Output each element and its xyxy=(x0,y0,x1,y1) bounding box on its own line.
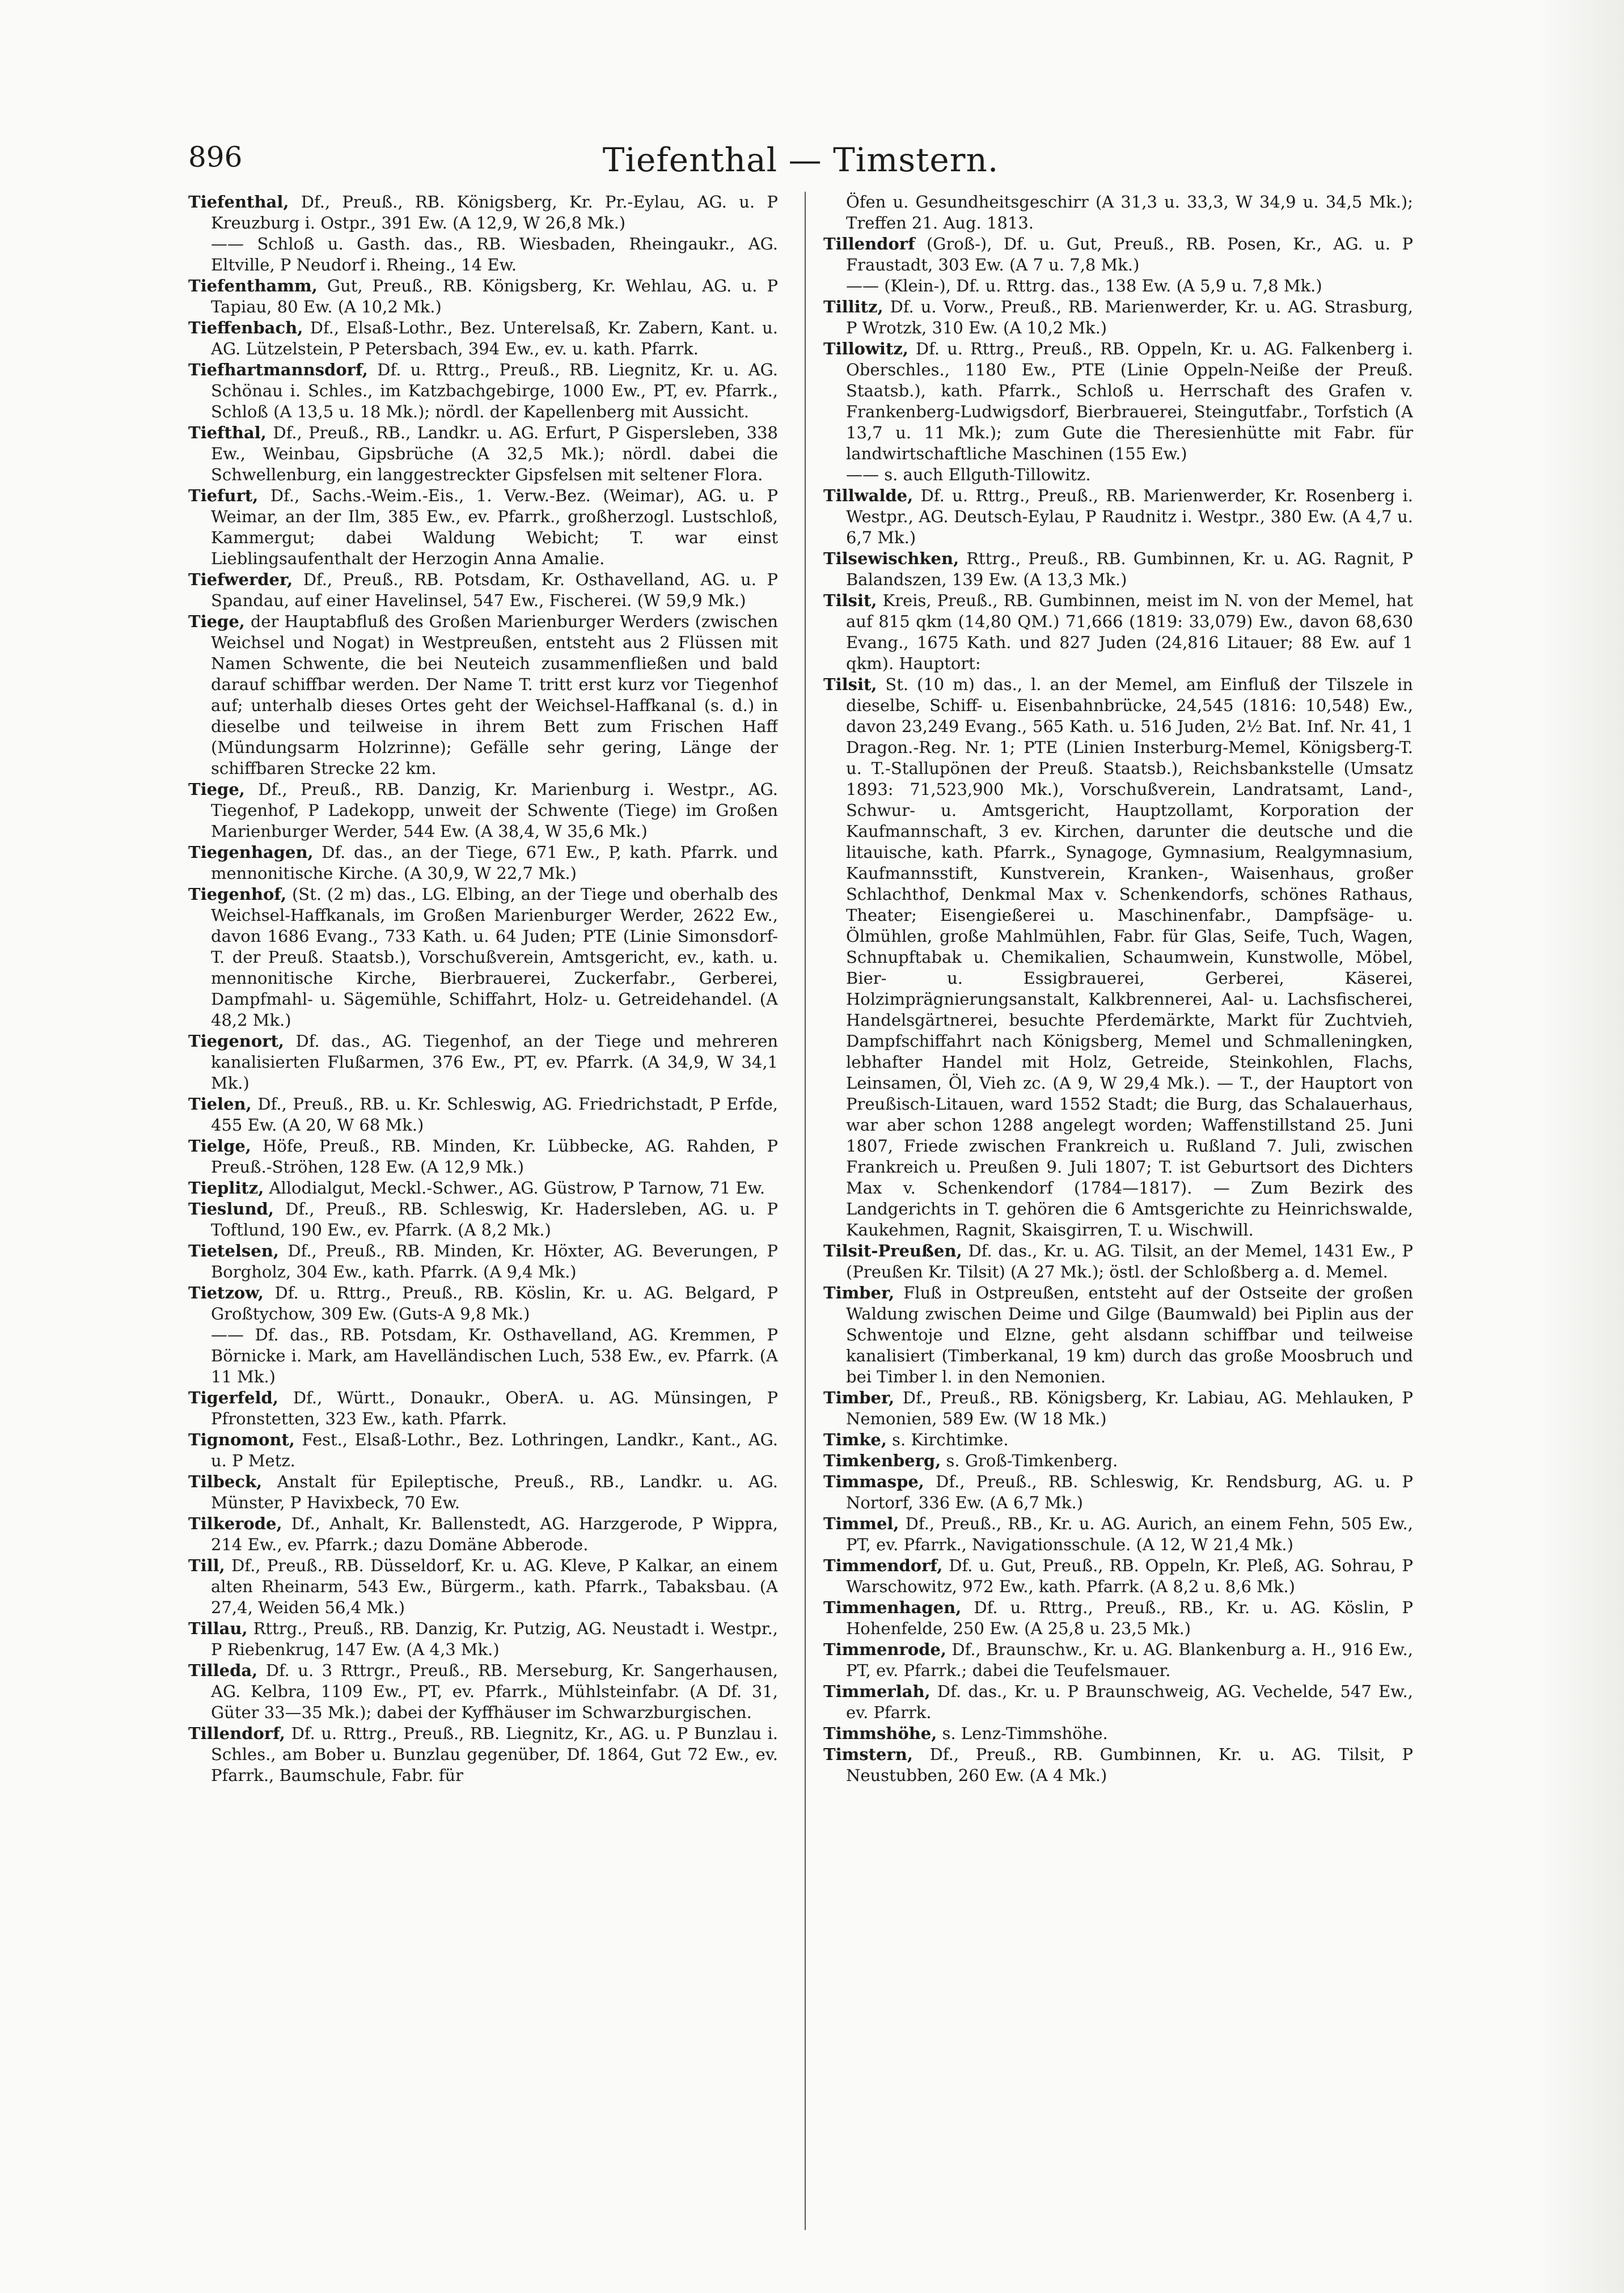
entry-text: Df., Preuß., RB. Schleswig, Kr. Rendsburg, AG. u. P Nortorf, 336 Ew. (A 6,7 Mk.) xyxy=(846,1472,1413,1512)
dictionary-entry xyxy=(188,1031,778,1094)
entry-text: Anstalt für Epileptische, Preuß., RB., Landkr. u. AG. Münster, P Havixbeck, 70 Ew. xyxy=(211,1472,778,1512)
entry-headword: Tillwalde, xyxy=(823,486,914,505)
entry-text: —— (Klein-), Df. u. Rttrg. das., 138 Ew. (A 5,9 u. 7,8 Mk.) xyxy=(846,276,1322,295)
entry-headword: Timmel, xyxy=(823,1514,899,1533)
dictionary-entry xyxy=(823,590,1413,674)
entry-headword: Tillendorf, xyxy=(188,1724,285,1743)
entry-text: St. (10 m) das., l. an der Memel, am Einfluß der Tilszele in dieselbe, Schiff- u. Eisenbahnbrücke, 24,545 (1816: 10,548) Ew., davon 23,249 Evang., 565 Kath. u. 516 Juden, 2½ Bat. Inf. Nr. 41, 1 Dragon.-Reg. Nr. 1; PTE (Linien Insterburg-Memel, Königsberg-T. u. T.-Stallupönen der Preuß. Staatsb.), Reichsbankstelle (Umsatz 1893: 71,523,900 Mk.), Vorschußverein, Landratsamt, Land-, Schwur- u. Amtsgericht, Hauptzollamt, Korporation der Kaufmannschaft, 3 ev. Kirchen, darunter die deutsche und die litauische, kath. Pfarrk., Synagoge, Gymnasium, Realgymnasium, Kaufmannsstift, Kunstverein, Kranken-, Waisenhaus, großer Schlachthof, Denkmal Max v. Schenkendorfs, schönes Rathaus, Theater; Eisengießerei u. Maschinenfabr., Dampfsäge- u. Ölmühlen, große Mahlmühlen, Fabr. für Glas, Seife, Tuch, Wagen, Schnupftabak u. Chemikalien, Schaumwein, Kunstwolle, Möbel, Bier- u. Essigbrauerei, Gerberei, Käserei, Holzimprägnierungsanstalt, Kalkbrennerei, Aal- u. Lachsfischerei, Handelsgärtnerei, besuchte Pferdemärkte, Markt für Zuchtvieh, Dampfschiffahrt nach Königsberg, Memel und Schmalleningken, lebhafter Handel mit Holz, Getreide, Steinkohlen, Flachs, Leinsamen, Öl, Vieh zc. (A 9, W 29,4 Mk.). — T., der Hauptort von Preußisch-Litauen, ward 1552 Stadt; die Burg, das Schalauerhaus, war aber schon 1288 angelegt worden; Waffenstillstand 25. Juni 1807, Friede zwischen Frankreich u. Rußland 7. Juli, zwischen Frankreich u. Preußen 9. Juli 1807; T. ist Geburtsort des Dichters Max v. Schenkendorf (1784—1817). — Zum Bezirk des Landgerichts in T. gehören die 6 Amtsgerichte zu Heinrichswalde, Kaukehmen, Ragnit, Skaisgirren, T. u. Wischwill. xyxy=(846,675,1413,1239)
dictionary-entry xyxy=(188,1429,778,1471)
entry-text: Df., Preuß., RB. Königsberg, Kr. Pr.-Eylau, AG. u. P Kreuzburg i. Ostpr., 391 Ew. (A 12,9, W 26,8 Mk.) xyxy=(211,192,778,232)
dictionary-entry xyxy=(188,1723,778,1786)
entry-headword: Tillendorf xyxy=(823,234,915,253)
dictionary-entry xyxy=(188,422,778,485)
entry-text: Df. u. Vorw., Preuß., RB. Marienwerder, Kr. u. AG. Strasburg, P Wrotzk, 310 Ew. (A 10,2 Mk.) xyxy=(846,297,1413,337)
entry-headword: Tieffenbach, xyxy=(188,318,303,337)
dictionary-entry xyxy=(188,1555,778,1618)
entry-headword: Tigerfeld, xyxy=(188,1388,278,1407)
entry-text: Df., Elsaß-Lothr., Bez. Unterelsaß, Kr. Zabern, Kant. u. AG. Lützelstein, P Petersbach, 394 Ew., ev. u. kath. Pfarrk. xyxy=(211,318,778,358)
dictionary-entry xyxy=(188,611,778,779)
dictionary-entry xyxy=(188,192,778,234)
entry-headword: Tiege, xyxy=(188,612,245,631)
dictionary-entry xyxy=(823,485,1413,548)
entry-headword: Tiegenhagen, xyxy=(188,843,314,862)
entry-headword: Tiefhartmannsdorf, xyxy=(188,360,368,379)
entry-text: Rttrg., Preuß., RB. Danzig, Kr. Putzig, AG. Neustadt i. Westpr., P Riebenkrug, 147 Ew. (A 4,3 Mk.) xyxy=(211,1619,778,1659)
entry-headword: Tilkerode, xyxy=(188,1514,282,1533)
entry-headword: Tilsewischken, xyxy=(823,549,959,568)
entry-headword: Tiefenthamm, xyxy=(188,276,318,295)
dictionary-entry xyxy=(188,1660,778,1723)
entry-text: —— s. auch Ellguth-Tillowitz. xyxy=(846,465,1091,484)
entry-text: Df. u. Rttrg., Preuß., RB., Kr. u. AG. Köslin, P Hohenfelde, 250 Ew. (A 25,8 u. 23,5 Mk.) xyxy=(846,1598,1413,1638)
entry-text: Df. das., Kr. u. AG. Tilsit, an der Memel, 1431 Ew., P (Preußen Kr. Tilsit) (A 27 Mk.); östl. der Schloßberg a. d. Memel. xyxy=(846,1241,1413,1281)
entry-headword: Tilleda, xyxy=(188,1661,258,1680)
dictionary-entry xyxy=(823,674,1413,1241)
dictionary-entry xyxy=(823,234,1413,276)
entry-headword: Tielen, xyxy=(188,1094,252,1114)
entry-headword: Till, xyxy=(188,1556,225,1575)
entry-text: Df., Preuß., RB., Kr. u. AG. Aurich, an einem Fehn, 505 Ew., PT, ev. Pfarrk., Navigationsschule. (A 12, W 21,4 Mk.) xyxy=(846,1514,1413,1554)
entry-headword: Tiefurt, xyxy=(188,486,259,505)
entry-text: Fluß in Ostpreußen, entsteht auf der Ostseite der großen Waldung zwischen Deime und Gilge (Baumwald) bei Piplin aus der Schwentoje und Elzne, geht alsdann schiffbar und teilweise kanalisiert (Timberkanal, 19 km) durch das große Moosbruch und bei Timber l. in den Nemonien. xyxy=(846,1283,1413,1386)
entry-text: Df. das., Kr. u. P Braunschweig, AG. Vechelde, 547 Ew., ev. Pfarrk. xyxy=(846,1682,1413,1722)
entry-text: Df. u. Rttrg., Preuß., RB. Liegnitz, Kr., AG. u. P Bunzlau i. Schles., am Bober u. Bunzlau gegenüber, Df. 1864, Gut 72 Ew., ev. Pfarrk., Baumschule, Fabr. für xyxy=(211,1724,778,1785)
dictionary-entry xyxy=(823,1723,1413,1744)
entry-headword: Tignomont, xyxy=(188,1430,295,1449)
dictionary-entry xyxy=(823,192,1413,234)
entry-headword: Tilsit-Preußen, xyxy=(823,1241,962,1260)
entry-text: Allodialgut, Meckl.-Schwer., AG. Güstrow, P Tarnow, 71 Ew. xyxy=(264,1178,766,1198)
entry-text: Df., Preuß., RB. Königsberg, Kr. Labiau, AG. Mehlauken, P Nemonien, 589 Ew. (W 18 Mk.) xyxy=(846,1388,1413,1428)
dictionary-entry xyxy=(188,1199,778,1241)
dictionary-entry xyxy=(188,1618,778,1660)
dictionary-entry xyxy=(823,548,1413,590)
entry-headword: Timmendorf, xyxy=(823,1556,943,1575)
entry-headword: Tillitz, xyxy=(823,297,883,316)
entry-headword: Timkenberg, xyxy=(823,1451,941,1470)
entry-text: (St. (2 m) das., LG. Elbing, an der Tiege und oberhalb des Weichsel-Haffkanals, im Großen Marienburger Werder, 2622 Ew., davon 1686 Evang., 733 Kath. u. 64 Juden; PTE (Linie Simonsdorf-T. der Preuß. Staatsb.), Vorschußverein, Amtsgericht, ev., kath. u. mennonitische Kirche, Bierbrauerei, Zuckerfabr., Gerberei, Dampfmahl- u. Sägemühle, Schiffahrt, Holz- u. Getreidehandel. (A 48,2 Mk.) xyxy=(211,885,778,1030)
entry-text: Rttrg., Preuß., RB. Gumbinnen, Kr. u. AG. Ragnit, P Balandszen, 139 Ew. (A 13,3 Mk.) xyxy=(846,549,1413,589)
entry-headword: Tiefthal, xyxy=(188,423,267,442)
dictionary-entry xyxy=(188,318,778,359)
dictionary-entry xyxy=(188,1513,778,1555)
entry-headword: Tietelsen, xyxy=(188,1241,279,1260)
dictionary-entry xyxy=(823,1283,1413,1387)
entry-headword: Timmaspe, xyxy=(823,1472,924,1491)
dictionary-entry xyxy=(823,1681,1413,1723)
entry-text: s. Groß-Timkenberg. xyxy=(941,1451,1118,1470)
entry-headword: Tiefwerder, xyxy=(188,570,293,589)
entry-text: —— Schloß u. Gasth. das., RB. Wiesbaden, Rheingaukr., AG. Eltville, P Neudorf i. Rheing., 14 Ew. xyxy=(211,234,778,274)
dictionary-entry xyxy=(823,1639,1413,1681)
entry-headword: Tieslund, xyxy=(188,1199,274,1219)
entry-headword: Timstern, xyxy=(823,1745,913,1764)
dictionary-entry xyxy=(188,1283,778,1325)
dictionary-entry xyxy=(188,884,778,1031)
dictionary-entry xyxy=(823,339,1413,464)
dictionary-entry xyxy=(823,1450,1413,1471)
entry-text: Df., Preuß., RB. Potsdam, Kr. Osthavelland, AG. u. P Spandau, auf einer Havelinsel, 547 Ew., Fischerei. (W 59,9 Mk.) xyxy=(211,570,778,610)
entry-text: Df., Preuß., RB. Düsseldorf, Kr. u. AG. Kleve, P Kalkar, an einem alten Rheinarm, 543 Ew., Bürgerm., kath. Pfarrk., Tabaksbau. (A 27,4, Weiden 56,4 Mk.) xyxy=(211,1556,778,1617)
entry-text: Df., Preuß., RB. Minden, Kr. Höxter, AG. Beverungen, P Borgholz, 304 Ew., kath. Pfarrk. (A 9,4 Mk.) xyxy=(211,1241,778,1281)
entry-text: —— Df. das., RB. Potsdam, Kr. Osthavelland, AG. Kremmen, P Börnicke i. Mark, am Havelländischen Luch, 538 Ew., ev. Pfarrk. (A 11 Mk.) xyxy=(211,1325,778,1386)
entry-headword: Tieplitz, xyxy=(188,1178,264,1198)
entry-text: Fest., Elsaß-Lothr., Bez. Lothringen, Landkr., Kant., AG. u. P Metz. xyxy=(211,1430,778,1470)
entry-headword: Timmenhagen, xyxy=(823,1598,962,1617)
right-column xyxy=(823,192,1413,2239)
dictionary-entry xyxy=(188,1325,778,1387)
entry-headword: Tiegenort, xyxy=(188,1031,284,1051)
dictionary-entry xyxy=(823,1597,1413,1639)
entry-headword: Timber, xyxy=(823,1283,895,1302)
entry-text: Df., Preuß., RB., Landkr. u. AG. Erfurt, P Gispersleben, 338 Ew., Weinbau, Gipsbrüche (A 32,5 Mk.); nördl. dabei die Schwellenburg, ein langgestreckter Gipsfelsen mit seltener Flora. xyxy=(211,423,778,484)
entry-text: Df., Württ., Donaukr., OberA. u. AG. Münsingen, P Pfronstetten, 323 Ew., kath. Pfarrk. xyxy=(211,1388,778,1428)
running-title: Tiefenthal — Timstern. xyxy=(602,141,999,179)
dictionary-entry xyxy=(188,485,778,569)
entry-text: Df., Preuß., RB. Danzig, Kr. Marienburg i. Westpr., AG. Tiegenhof, P Ladekopp, unweit der Schwente (Tiege) im Großen Marienburger Werder, 544 Ew. (A 38,4, W 35,6 Mk.) xyxy=(211,780,778,841)
dictionary-entry xyxy=(823,1555,1413,1597)
entry-text: s. Kirchtimke. xyxy=(886,1430,1009,1449)
entry-text: Df. u. Rttrg., Preuß., RB. Marienwerder, Kr. Rosenberg i. Westpr., AG. Deutsch-Eylau, P Raudnitz i. Westpr., 380 Ew. (A 4,7 u. 6,7 Mk.) xyxy=(846,486,1413,547)
dictionary-entry xyxy=(188,1241,778,1283)
dictionary-entry xyxy=(188,1471,778,1513)
entry-headword: Tiegenhof, xyxy=(188,885,287,904)
entry-text: Df., Preuß., RB. Gumbinnen, Kr. u. AG. Tilsit, P Neustubben, 260 Ew. (A 4 Mk.) xyxy=(846,1745,1413,1785)
left-column xyxy=(188,192,778,2239)
dictionary-entry xyxy=(823,1513,1413,1555)
dictionary-entry xyxy=(188,1136,778,1178)
dictionary-entry xyxy=(188,1387,778,1429)
dictionary-entry xyxy=(823,1471,1413,1513)
entry-headword: Timmshöhe, xyxy=(823,1724,937,1743)
page-header xyxy=(188,141,1413,192)
dictionary-entry xyxy=(823,464,1413,485)
entry-text: Höfe, Preuß., RB. Minden, Kr. Lübbecke, AG. Rahden, P Preuß.-Ströhen, 128 Ew. (A 12,9 Mk.) xyxy=(211,1136,778,1177)
entry-headword: Tillau, xyxy=(188,1619,248,1638)
entry-text: Kreis, Preuß., RB. Gumbinnen, meist im N. von der Memel, hat auf 815 qkm (14,80 QM.) 71,666 (1819: 33,079) Ew., davon 68,630 Evang., 1675 Kath. und 827 Juden (24,816 Litauer; 88 Ew. auf 1 qkm). Hauptort: xyxy=(846,591,1413,673)
dictionary-entry xyxy=(823,276,1413,297)
dictionary-entry xyxy=(823,1241,1413,1283)
page-number: 896 xyxy=(188,141,243,174)
entry-text: Df., Braunschw., Kr. u. AG. Blankenburg a. H., 916 Ew., PT, ev. Pfarrk.; dabei die Teufelsmauer. xyxy=(846,1640,1413,1680)
entry-text: (Groß-), Df. u. Gut, Preuß., RB. Posen, Kr., AG. u. P Fraustadt, 303 Ew. (A 7 u. 7,8 Mk.) xyxy=(846,234,1413,274)
entry-headword: Tilbeck, xyxy=(188,1472,263,1491)
dictionary-entry xyxy=(188,234,778,276)
entry-text: der Hauptabfluß des Großen Marienburger Werders (zwischen Weichsel und Nogat) in Westpreußen, entsteht aus 2 Flüssen mit Namen Schwente, die bei Neuteich zusammenfließen und bald darauf schiffbar werden. Der Name T. tritt erst kurz vor Tiegenhof auf; unterhalb dieses Ortes geht der Weichsel-Haffkanal (s. d.) in dieselbe und teilweise in ihrem Bett zum Frischen Haff (Mündungsarm Holzrinne); Gefälle sehr gering, Länge der schiffbaren Strecke 22 km. xyxy=(211,612,778,778)
dictionary-entry xyxy=(823,297,1413,339)
entry-headword: Tiege, xyxy=(188,780,245,799)
entry-headword: Tillowitz, xyxy=(823,339,908,358)
entry-headword: Tiefenthal, xyxy=(188,192,289,211)
dictionary-entry xyxy=(188,779,778,842)
entry-text: Df. u. Rttrg., Preuß., RB. Oppeln, Kr. u. AG. Falkenberg i. Oberschles., 1180 Ew., PTE (Linie Oppeln-Neiße der Preuß. Staatsb.), kath. Pfarrk., Schloß u. Herrschaft des Grafen v. Frankenberg-Ludwigsdorf, Bierbrauerei, Steingutfabr., Torfstich (A 13,7 u. 11 Mk.); zum Gute die Theresienhütte mit Fabr. für landwirtschaftliche Maschinen (155 Ew.) xyxy=(846,339,1413,463)
entry-headword: Timmenrode, xyxy=(823,1640,946,1659)
entry-text: Df. u. Gut, Preuß., RB. Oppeln, Kr. Pleß, AG. Sohrau, P Warschowitz, 972 Ew., kath. Pfarrk. (A 8,2 u. 8,6 Mk.) xyxy=(846,1556,1413,1596)
entry-text: Df., Preuß., RB. Schleswig, Kr. Hadersleben, AG. u. P Toftlund, 190 Ew., ev. Pfarrk. (A 8,2 Mk.) xyxy=(211,1199,778,1239)
dictionary-entry xyxy=(188,569,778,611)
entry-headword: Tilsit, xyxy=(823,675,877,694)
dictionary-entry xyxy=(823,1429,1413,1450)
entry-headword: Timmerlah, xyxy=(823,1682,931,1701)
dictionary-entry xyxy=(188,276,778,318)
dictionary-entry xyxy=(188,1178,778,1199)
entry-text: Gut, Preuß., RB. Königsberg, Kr. Wehlau, AG. u. P Tapiau, 80 Ew. (A 10,2 Mk.) xyxy=(211,276,778,316)
entry-headword: Tietzow, xyxy=(188,1283,264,1302)
entry-headword: Tilsit, xyxy=(823,591,877,610)
dictionary-entry xyxy=(188,1094,778,1136)
entry-headword: Timke, xyxy=(823,1430,887,1449)
entry-text: Df. das., an der Tiege, 671 Ew., P, kath. Pfarrk. und mennonitische Kirche. (A 30,9, W 22,7 Mk.) xyxy=(211,843,778,883)
entry-text: Df., Preuß., RB. u. Kr. Schleswig, AG. Friedrichstadt, P Erfde, 455 Ew. (A 20, W 68 Mk.) xyxy=(211,1094,778,1135)
entry-text: Df., Anhalt, Kr. Ballenstedt, AG. Harzgerode, P Wippra, 214 Ew., ev. Pfarrk.; dazu Domäne Abberode. xyxy=(211,1514,778,1554)
dictionary-entry xyxy=(188,359,778,422)
entry-text: Df. u. 3 Rttrgr., Preuß., RB. Merseburg, Kr. Sangerhausen, AG. Kelbra, 1109 Ew., PT, ev. Pfarrk., Mühlsteinfabr. (A Df. 31, Güter 33—35 Mk.); dabei der Kyffhäuser im Schwarzburgischen. xyxy=(211,1661,778,1722)
entry-headword: Timber, xyxy=(823,1388,895,1407)
dictionary-entry xyxy=(823,1744,1413,1786)
entry-text: Df., Sachs.-Weim.-Eis., 1. Verw.-Bez. (Weimar), AG. u. P Weimar, an der Ilm, 385 Ew., ev. Pfarrk., großherzogl. Lustschloß, Kammergut; dabei Waldung Webicht; T. war einst Lieblingsaufenthalt der Herzogin Anna Amalie. xyxy=(211,486,778,568)
dictionary-entry xyxy=(823,1387,1413,1429)
entry-text: s. Lenz-Timmshöhe. xyxy=(937,1724,1108,1743)
column-divider xyxy=(805,192,806,2230)
entry-headword: Tielge, xyxy=(188,1136,251,1156)
entry-text: Df. u. Rttrg., Preuß., RB. Liegnitz, Kr. u. AG. Schönau i. Schles., im Katzbachgebirge, 1000 Ew., PT, ev. Pfarrk., Schloß (A 13,5 u. 18 Mk.); nördl. der Kapellenberg mit Aussicht. xyxy=(211,360,778,421)
page-edge-shadow xyxy=(1539,0,1624,2293)
dictionary-entry xyxy=(188,842,778,884)
entry-text: Df. u. Rttrg., Preuß., RB. Köslin, Kr. u. AG. Belgard, P Großtychow, 309 Ew. (Guts-A 9,8 Mk.) xyxy=(211,1283,778,1323)
entry-text: Öfen u. Gesundheitsgeschirr (A 31,3 u. 33,3, W 34,9 u. 34,5 Mk.); Treffen 21. Aug. 1813. xyxy=(846,192,1413,232)
entry-text: Df. das., AG. Tiegenhof, an der Tiege und mehreren kanalisierten Flußarmen, 376 Ew., PT, ev. Pfarrk. (A 34,9, W 34,1 Mk.) xyxy=(211,1031,778,1093)
